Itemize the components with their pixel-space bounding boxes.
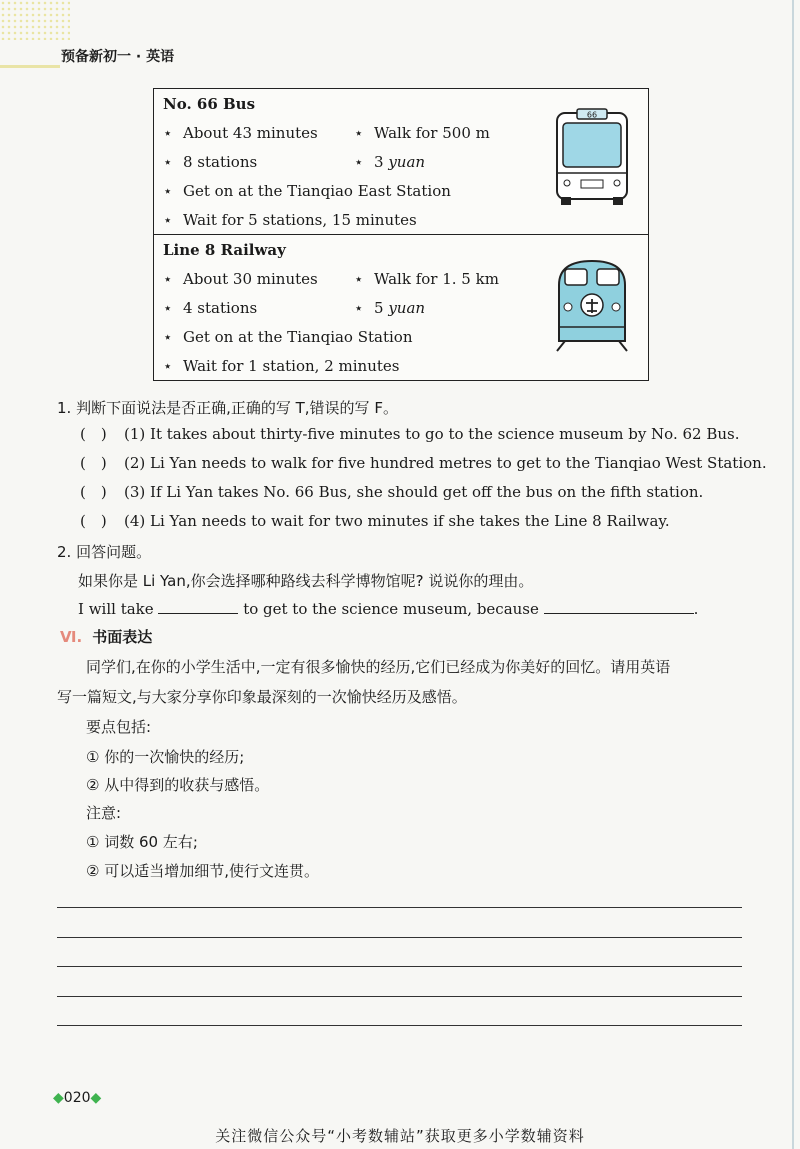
- sec6-paragraph-line1: 同学们,在你的小学生活中,一定有很多愉快的经历,它们已经成为你美好的回忆。请用英语: [86, 658, 671, 676]
- sec6-paragraph-line2: 写一篇短文,与大家分享你印象最深刻的一次愉快经历及感悟。: [57, 688, 467, 706]
- q1-heading: 1. 判断下面说法是否正确,正确的写 T,错误的写 F。: [57, 399, 398, 417]
- writing-line[interactable]: [57, 996, 742, 997]
- section-6-heading: Ⅵ. 书面表达: [60, 628, 153, 646]
- bus-wait: ⋆ Wait for 5 stations, 15 minutes: [163, 211, 417, 229]
- bus-icon: [551, 107, 633, 207]
- rail-stations: ⋆ 4 stations: [163, 299, 258, 317]
- bus-walk: ⋆ Walk for 500 m: [354, 124, 490, 142]
- q2-answer-line: I will take to get to the science museum, because .: [78, 600, 699, 618]
- rail-walk: ⋆ Walk for 1. 5 km: [354, 270, 499, 288]
- route-info-box: [153, 88, 649, 381]
- rail-wait: ⋆ Wait for 1 station, 2 minutes: [163, 357, 400, 375]
- sec6-point-1: ① 你的一次愉快的经历;: [86, 748, 245, 766]
- q1-item-2: ( ) (2) Li Yan needs to walk for five hundred metres to get to the Tianqiao West Station.: [80, 454, 767, 472]
- q2-blank-route[interactable]: [158, 599, 238, 614]
- q1-item-3: ( ) (3) If Li Yan takes No. 66 Bus, she should get off the bus on the fifth station.: [80, 483, 704, 501]
- rail-section-title: Line 8 Railway: [163, 241, 286, 259]
- page-edge-border: [792, 0, 794, 1149]
- bus-time: ⋆ About 43 minutes: [163, 124, 318, 142]
- q2-blank-reason[interactable]: [544, 599, 694, 614]
- q1-item-1: ( ) (1) It takes about thirty-five minutes to go to the science museum by No. 62 Bus.: [80, 425, 740, 443]
- q2-heading: 2. 回答问题。: [57, 543, 152, 561]
- page-number: ◆020◆: [53, 1090, 102, 1106]
- q1-item-4: ( ) (4) Li Yan needs to wait for two minutes if she takes the Line 8 Railway.: [80, 512, 670, 530]
- sec6-note-2: ② 可以适当增加细节,使行文连贯。: [86, 862, 319, 880]
- infobox-divider: [154, 234, 648, 235]
- footer-note: 关注微信公众号“小考数辅站”获取更多小学数辅资料: [215, 1127, 585, 1145]
- q2-question: 如果你是 Li Yan,你会选择哪种路线去科学博物馆呢? 说说你的理由。: [78, 572, 534, 590]
- bus-route-number: 66: [586, 110, 598, 120]
- sec6-note-1: ① 词数 60 左右;: [86, 833, 198, 851]
- sec6-point-2: ② 从中得到的收获与感悟。: [86, 776, 270, 794]
- bus-stations: ⋆ 8 stations: [163, 153, 258, 171]
- writing-line[interactable]: [57, 966, 742, 967]
- writing-line[interactable]: [57, 937, 742, 938]
- decorative-dots: [0, 0, 70, 40]
- bus-get-on: ⋆ Get on at the Tianqiao East Station: [163, 182, 451, 200]
- rail-time: ⋆ About 30 minutes: [163, 270, 318, 288]
- writing-line[interactable]: [57, 1025, 742, 1026]
- rail-get-on: ⋆ Get on at the Tianqiao Station: [163, 328, 413, 346]
- header-accent-bar: [0, 65, 60, 68]
- rail-price: ⋆ 5 yuan: [354, 299, 426, 317]
- sec6-points-label: 要点包括:: [86, 718, 152, 736]
- sec6-note-label: 注意:: [86, 804, 122, 822]
- bus-price: ⋆ 3 yuan: [354, 153, 426, 171]
- writing-line[interactable]: [57, 907, 742, 908]
- bus-section-title: No. 66 Bus: [163, 95, 256, 113]
- page-header-title: 预备新初一 · 英语: [61, 49, 175, 65]
- train-icon: [551, 255, 633, 353]
